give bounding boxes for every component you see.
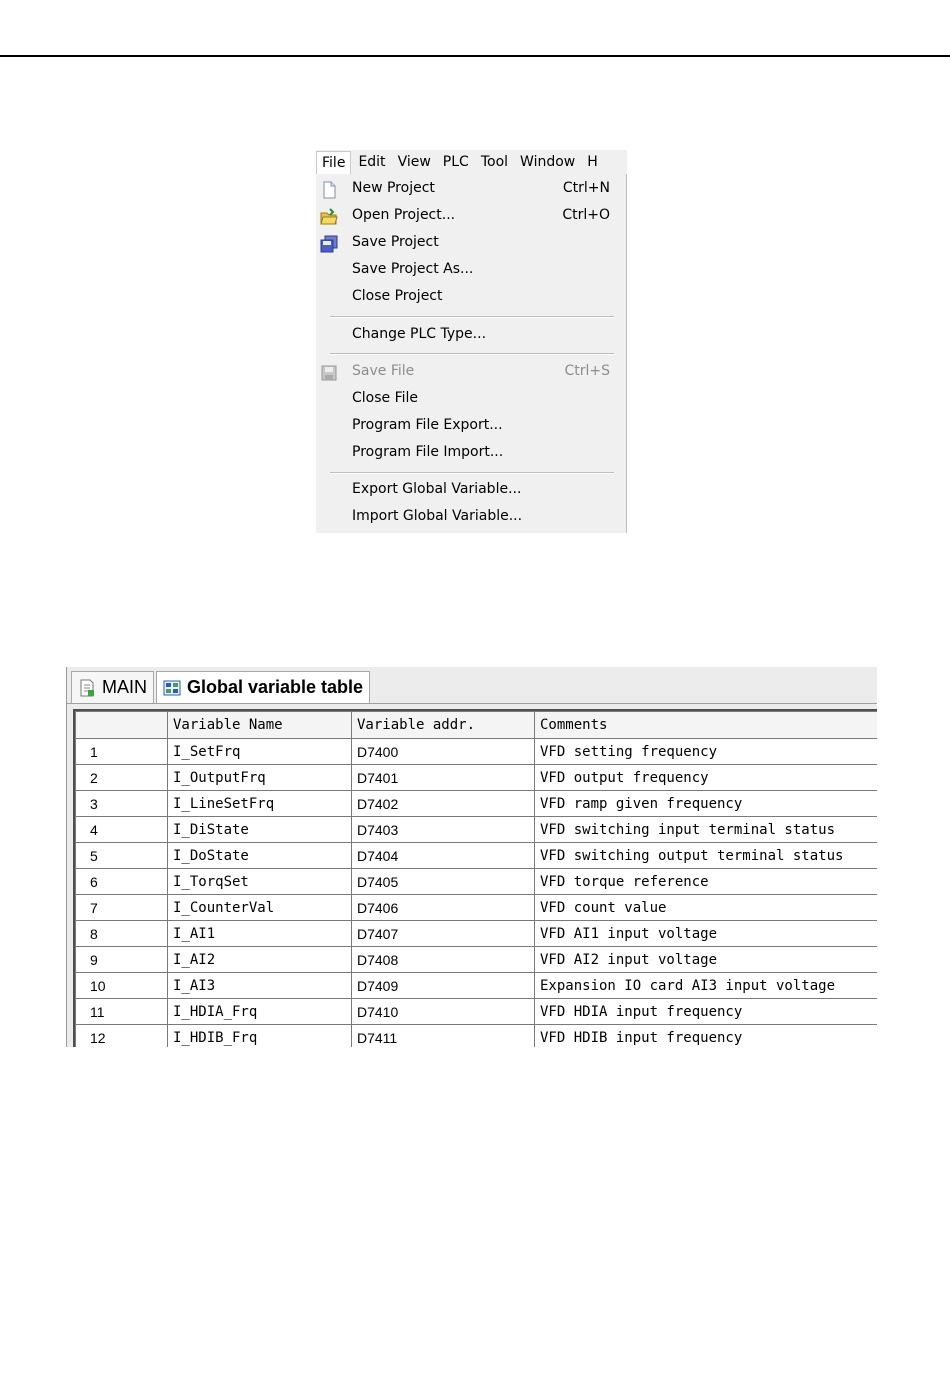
menu-item-shortcut: Ctrl+N (562, 180, 610, 196)
comment-cell[interactable]: VFD switching output terminal status (535, 843, 878, 869)
comment-cell[interactable]: VFD torque reference (535, 869, 878, 895)
variable-name-cell[interactable]: I_HDIB_Frq (168, 1025, 352, 1048)
row-index-cell[interactable]: 1 (76, 739, 168, 765)
menu-item-label: Program File Import... (352, 444, 504, 460)
variable-name-cell[interactable]: I_OutputFrq (168, 765, 352, 791)
open-folder-icon (320, 208, 338, 226)
menu-item-close-project[interactable] (316, 284, 626, 311)
menu-separator (330, 472, 614, 474)
row-index-cell[interactable]: 5 (76, 843, 168, 869)
menu-plc[interactable]: PLC (442, 154, 469, 170)
menu-item-shortcut: Ctrl+S (564, 363, 610, 379)
row-index-cell[interactable]: 2 (76, 765, 168, 791)
menu-item-change-plc-type[interactable] (316, 322, 626, 349)
menu-item-export-global-variable[interactable] (316, 477, 626, 504)
table-row[interactable] (76, 973, 878, 999)
editor-tab-bar (67, 667, 877, 704)
table-row[interactable] (76, 1025, 878, 1048)
tab-label: Global variable table (187, 677, 364, 697)
variable-addr-cell[interactable]: D7400 (352, 739, 535, 765)
menu-item-import-global-variable[interactable] (316, 504, 626, 531)
menu-item-label: Import Global Variable... (352, 508, 523, 524)
menu-item-program-file-export[interactable] (316, 413, 626, 440)
table-row[interactable] (76, 765, 878, 791)
variable-grid (73, 709, 877, 1047)
comment-cell[interactable]: VFD count value (535, 895, 878, 921)
menu-window[interactable]: Window (520, 154, 576, 170)
menu-edit[interactable]: Edit (358, 154, 386, 170)
global-variable-table-screenshot (66, 667, 877, 1047)
table-row[interactable] (76, 947, 878, 973)
table-row[interactable] (76, 999, 878, 1025)
menu-item-close-file[interactable] (316, 386, 626, 413)
menu-separator (330, 316, 614, 318)
tab-global-variable-table[interactable] (156, 671, 370, 703)
comment-cell[interactable]: Expansion IO card AI3 input voltage (535, 973, 878, 999)
table-body (76, 739, 878, 1048)
variable-name-cell[interactable]: I_TorqSet (168, 869, 352, 895)
tab-label: MAIN (102, 677, 147, 697)
row-index-cell[interactable]: 8 (76, 921, 168, 947)
menu-item-new-project[interactable] (316, 176, 626, 203)
table-row[interactable] (76, 843, 878, 869)
table-header-row (76, 712, 878, 739)
menu-item-save-file (316, 359, 626, 386)
menu-tool[interactable]: Tool (480, 154, 509, 170)
comment-cell[interactable]: VFD AI2 input voltage (535, 947, 878, 973)
menu-view[interactable]: View (397, 154, 431, 170)
menu-help[interactable]: H (587, 154, 598, 170)
menu-item-save-project-as[interactable] (316, 257, 626, 284)
variable-addr-cell[interactable]: D7410 (352, 999, 535, 1025)
table-row[interactable] (76, 817, 878, 843)
variable-addr-cell[interactable]: D7402 (352, 791, 535, 817)
row-index-cell[interactable]: 9 (76, 947, 168, 973)
row-index-cell[interactable]: 7 (76, 895, 168, 921)
variable-addr-cell[interactable]: D7404 (352, 843, 535, 869)
variable-name-cell[interactable]: I_AI2 (168, 947, 352, 973)
menu-item-label: Save Project As... (352, 261, 474, 277)
row-index-cell[interactable]: 12 (76, 1025, 168, 1048)
table-row[interactable] (76, 921, 878, 947)
column-header-variable-addr[interactable]: Variable addr. (352, 712, 535, 739)
variable-name-cell[interactable]: I_DiState (168, 817, 352, 843)
table-row[interactable] (76, 869, 878, 895)
save-file-icon (320, 364, 338, 382)
program-file-icon (78, 679, 96, 697)
variable-name-cell[interactable]: I_AI1 (168, 921, 352, 947)
save-project-icon (320, 235, 338, 253)
menu-item-label: Close Project (352, 288, 443, 304)
row-index-cell[interactable]: 10 (76, 973, 168, 999)
column-header-variable-name[interactable]: Variable Name (168, 712, 352, 739)
menu-item-label: Change PLC Type... (352, 326, 487, 342)
variable-table (75, 711, 877, 1047)
menu-item-label: Export Global Variable... (352, 481, 522, 497)
file-menu-screenshot (316, 150, 627, 533)
row-index-cell[interactable]: 6 (76, 869, 168, 895)
variable-name-cell[interactable]: I_HDIA_Frq (168, 999, 352, 1025)
menu-item-label: New Project (352, 180, 435, 196)
menu-item-shortcut: Ctrl+O (562, 207, 610, 223)
variable-name-cell[interactable]: I_DoState (168, 843, 352, 869)
comment-cell[interactable]: VFD HDIB input frequency (535, 1025, 878, 1048)
variable-addr-cell[interactable]: D7411 (352, 1025, 535, 1048)
variable-addr-cell[interactable]: D7408 (352, 947, 535, 973)
variable-table-icon (163, 679, 181, 697)
column-header-comments[interactable]: Comments (535, 712, 878, 739)
variable-addr-cell[interactable]: D7406 (352, 895, 535, 921)
new-document-icon (320, 181, 338, 199)
variable-addr-cell[interactable]: D7401 (352, 765, 535, 791)
comment-cell[interactable]: VFD HDIA input frequency (535, 999, 878, 1025)
table-row[interactable] (76, 791, 878, 817)
row-index-cell[interactable]: 4 (76, 817, 168, 843)
comment-cell[interactable]: VFD output frequency (535, 765, 878, 791)
variable-name-cell[interactable]: I_AI3 (168, 973, 352, 999)
menu-item-save-project[interactable] (316, 230, 626, 257)
variable-addr-cell[interactable]: D7403 (352, 817, 535, 843)
comment-cell[interactable]: VFD ramp given frequency (535, 791, 878, 817)
menu-item-label: Save File (352, 363, 415, 379)
variable-addr-cell[interactable]: D7407 (352, 921, 535, 947)
comment-cell[interactable]: VFD AI1 input voltage (535, 921, 878, 947)
menu-item-label: Program File Export... (352, 417, 503, 433)
menu-item-open-project[interactable] (316, 203, 626, 230)
variable-name-cell[interactable]: I_CounterVal (168, 895, 352, 921)
variable-name-cell[interactable]: I_LineSetFrq (168, 791, 352, 817)
variable-name-cell[interactable]: I_SetFrq (168, 739, 352, 765)
menu-item-program-file-import[interactable] (316, 440, 626, 467)
file-menu-dropdown (316, 174, 627, 533)
row-index-cell[interactable]: 11 (76, 999, 168, 1025)
table-row[interactable] (76, 895, 878, 921)
comment-cell[interactable]: VFD setting frequency (535, 739, 878, 765)
menu-bar (316, 150, 627, 174)
menu-item-label: Close File (352, 390, 419, 406)
column-header-index (76, 712, 168, 739)
row-index-cell[interactable]: 3 (76, 791, 168, 817)
variable-addr-cell[interactable]: D7405 (352, 869, 535, 895)
page-header-rule (0, 55, 950, 57)
menu-item-label: Save Project (352, 234, 439, 250)
table-row[interactable] (76, 739, 878, 765)
variable-addr-cell[interactable]: D7409 (352, 973, 535, 999)
tab-main[interactable] (71, 671, 154, 703)
menu-separator (330, 353, 614, 355)
comment-cell[interactable]: VFD switching input terminal status (535, 817, 878, 843)
menu-file[interactable]: File (316, 151, 351, 175)
menu-item-label: Open Project... (352, 207, 456, 223)
